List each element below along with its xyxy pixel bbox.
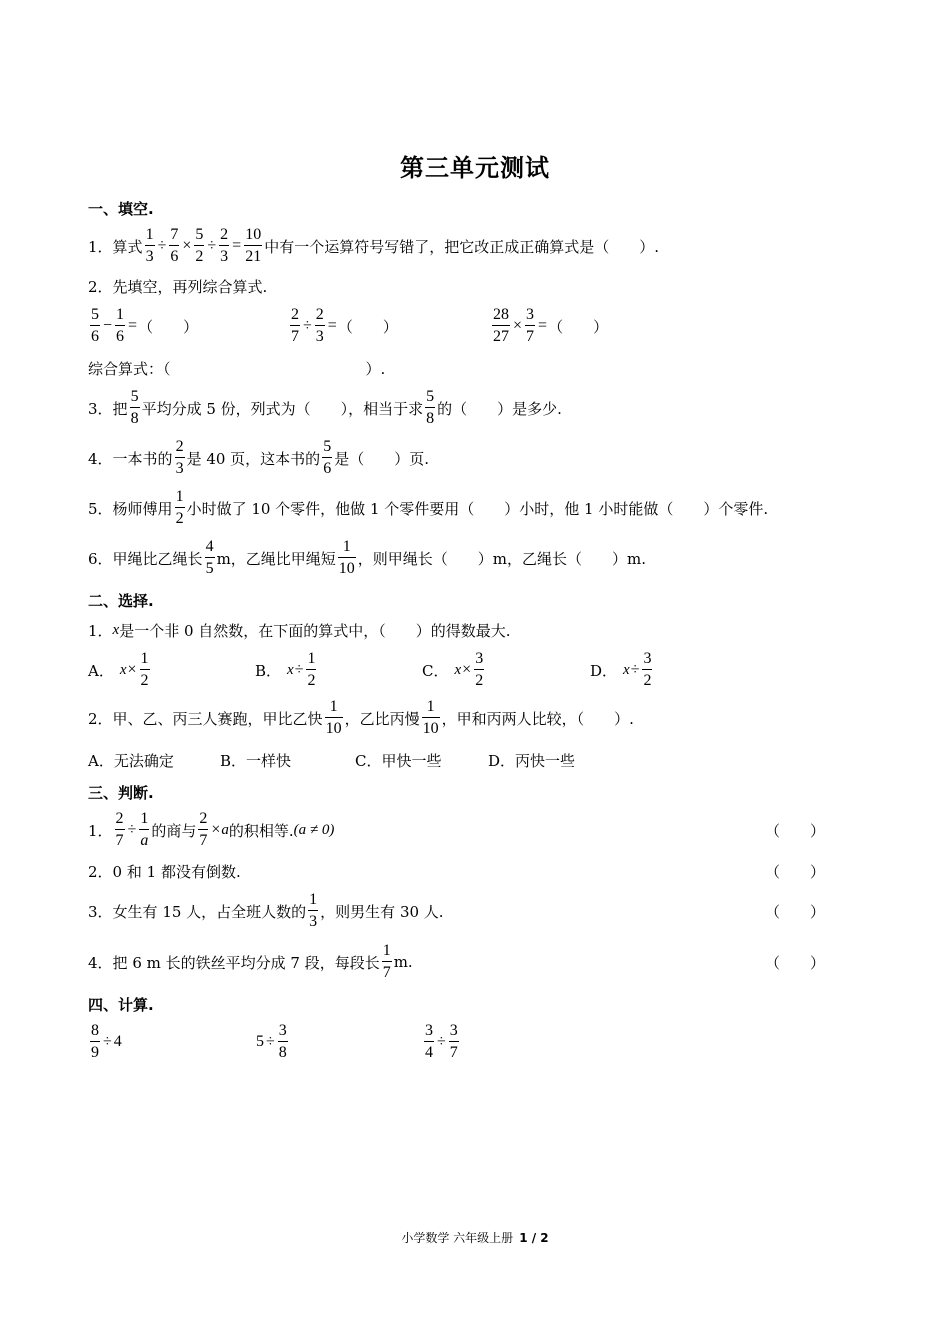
calc-item-2: 5 ÷ $\frac{3}{8}$ [256, 1022, 287, 1061]
q2-expression-b: $\frac{2}{7}$ ÷ $\frac{2}{3}$ = （ ） [291, 306, 398, 345]
q2-combined: 综合算式：（ ）. [88, 359, 386, 378]
judge-paren-2: （ ） [765, 862, 826, 881]
fraction: $\frac{2}{3}$ [220, 226, 229, 265]
question-3-2: 2． 0 和 1 都没有倒数. [88, 862, 241, 881]
choice-2-d: D．丙快一些 [488, 751, 576, 770]
choice-2-c: C．甲快一些 [355, 751, 442, 770]
q2-expression-a: $\frac{5}{6}$ − $\frac{1}{6}$ = （ ） [91, 306, 199, 345]
choice-option-b: B． x ÷ $\frac{1}{2}$ [255, 650, 316, 689]
question-1-5: 5． 杨师傅用 $\frac{1}{2}$ 小时做了 10 个零件，他做 1 个零件要用（ ）小时，他 1 小时能做（ ）个零件. [88, 488, 769, 527]
choice-2-a: A．无法确定 [88, 751, 174, 770]
choice-option-d: D． x ÷ $\frac{3}{2}$ [590, 650, 652, 689]
page-footer: 小学数学 六年级上册 1 / 2 [401, 1231, 549, 1245]
judge-paren-3: （ ） [765, 902, 826, 921]
question-3-1: 1． $\frac{2}{7}$ ÷ $\frac{1}{a}$ 的商与 $\frac{2}{7}$ × a 的积相等. (a ≠ 0) [88, 810, 335, 849]
section-heading-calc: 四、计算. [88, 996, 154, 1014]
question-1-1: 1． 算式 $\frac{1}{3}$ ÷ $\frac{7}{6}$ × $\frac{5}{2}$ ÷ $\frac{2}{3}$ = $\frac{10}{21}$ 中有一个运算符号写错了，把它改正成正确算式是（ ）. [88, 226, 659, 265]
section-heading-choice: 二、选择. [88, 592, 154, 610]
fraction: $\frac{7}{6}$ [170, 226, 179, 265]
question-1-6: 6． 甲绳比乙绳长 $\frac{4}{5}$ m，乙绳比甲绳短 $\frac{1}{10}$ ，则甲绳长（ ）m，乙绳长（ ）m. [88, 538, 647, 577]
fraction: $\frac{5}{2}$ [195, 226, 204, 265]
q2-expression-c: $\frac{28}{27}$ × $\frac{3}{7}$ = （ ） [493, 306, 609, 345]
page-title: 第三单元测试 [400, 154, 550, 182]
calc-item-1: $\frac{8}{9}$ ÷ 4 [91, 1022, 122, 1061]
section-heading-judge: 三、判断. [88, 784, 154, 802]
question-1-2: 2． 先填空，再列综合算式. [88, 277, 268, 296]
calc-item-3: $\frac{3}{4}$ ÷ $\frac{3}{7}$ [425, 1022, 458, 1061]
question-3-4: 4． 把 6 m 长的铁丝平均分成 7 段，每段长 $\frac{1}{7}$ m. [88, 942, 413, 981]
question-2-1: 1． x 是一个非 0 自然数，在下面的算式中，（ ）的得数最大. [88, 621, 511, 640]
choice-option-c: C． x × $\frac{3}{2}$ [422, 650, 484, 689]
question-1-3: 3． 把 $\frac{5}{8}$ 平均分成 5 份，列式为（ ），相当于求 $\frac{5}{8}$ 的（ ）是多少. [88, 388, 562, 427]
choice-option-a: A． x × $\frac{1}{2}$ [88, 650, 149, 689]
question-1-4: 4． 一本书的 $\frac{2}{3}$ 是 40 页，这本书的 $\frac{5}{6}$ 是（ ）页. [88, 438, 429, 477]
judge-paren-4: （ ） [765, 953, 826, 972]
section-heading-fill-in: 一、填空. [88, 200, 154, 218]
question-3-3: 3． 女生有 15 人，占全班人数的 $\frac{1}{3}$ ，则男生有 30 人. [88, 891, 444, 930]
page-number: 1 / 2 [519, 1231, 549, 1245]
question-2-2: 2． 甲、乙、丙三人赛跑，甲比乙快 $\frac{1}{10}$ ，乙比丙慢 $\frac{1}{10}$ ，甲和丙两人比较，（ ）. [88, 698, 634, 737]
fraction: $\frac{1}{3}$ [145, 226, 154, 265]
fraction: $\frac{10}{21}$ [245, 226, 262, 265]
choice-2-b: B．一样快 [220, 751, 292, 770]
judge-paren-1: （ ） [765, 821, 826, 840]
